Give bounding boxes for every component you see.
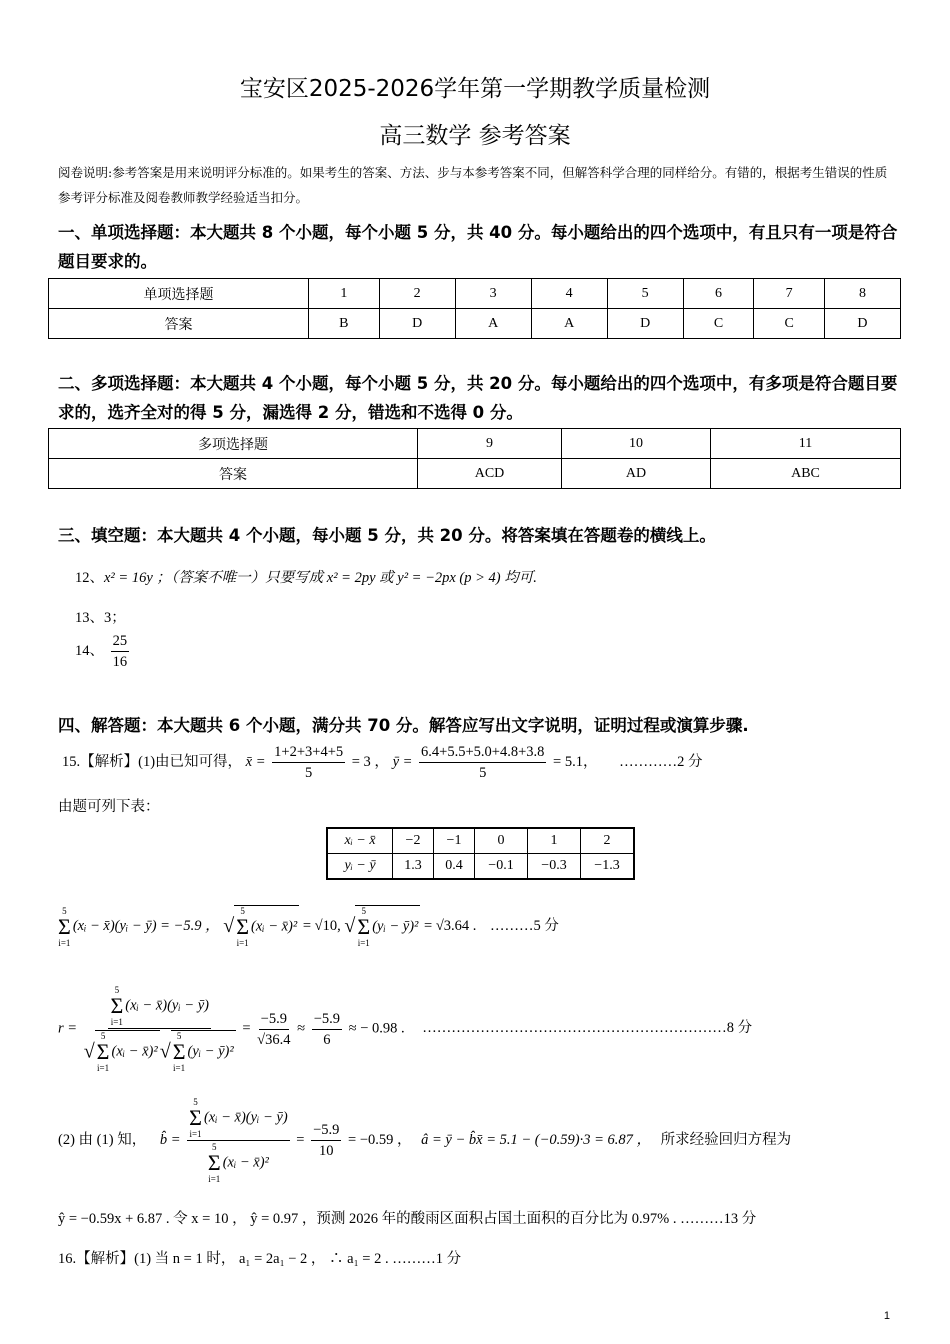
- section3-heading: 三、填空题：本大题共 4 个小题，每小题 5 分，共 20 分。将答案填在答题卷的横线上。: [58, 526, 716, 545]
- table-row: [49, 309, 901, 339]
- fraction-numerator: −5.9: [312, 1010, 342, 1030]
- summation: 5 Σ i=1: [172, 1031, 186, 1073]
- q14-label: 14、: [75, 642, 104, 659]
- table-header-cell: 答案: [49, 309, 309, 339]
- summation: 5 Σ i=1: [207, 1142, 221, 1184]
- part2-intro: (2) 由 (1) 知，: [58, 1131, 147, 1148]
- sum-lower: i=1: [97, 1063, 110, 1073]
- sq2-value: = √3.64 .: [424, 917, 477, 934]
- sum-lower: i=1: [189, 1129, 202, 1139]
- table-cell: 0.4: [434, 854, 475, 880]
- sum-lower: i=1: [357, 938, 370, 948]
- table-cell: −1: [434, 828, 475, 854]
- answer-cell: A: [455, 309, 531, 339]
- page-number: 1: [883, 1310, 890, 1322]
- r-fraction: [84, 985, 236, 1073]
- document-title: 宝安区2025-2026学年第一学期教学质量检测: [239, 76, 711, 102]
- r-mid-fraction: [257, 1010, 290, 1049]
- fraction-denominator: 5: [479, 765, 487, 781]
- fraction-numerator: 1+2+3+4+5: [272, 743, 345, 763]
- score-marker: …………2 分: [619, 753, 703, 770]
- q14-fraction: [111, 632, 130, 671]
- sum-upper: 5: [361, 906, 367, 916]
- summation: 5 Σ i=1: [357, 906, 371, 948]
- document-subtitle: 高三数学 参考答案: [379, 123, 571, 149]
- table-intro: 由题可列下表：: [58, 799, 160, 815]
- r-label: r =: [58, 1020, 78, 1037]
- bhat-mid-fraction: [311, 1121, 341, 1160]
- q16-line: 16.【解析】(1) 当 n = 1 时， a₁ = 2a₁ − 2 ， ∴ a₁ = 2 . ………1 分: [58, 1251, 462, 1267]
- section2-heading: 二、多项选择题：本大题共 4 个小题，每个小题 5 分，共 20 分。每小题给出的四个选项中，有多项是符合题目要求的，选齐全对的得 5 分，漏选得 2 分，错选和不选得 0 分。: [58, 374, 898, 422]
- table-row: [327, 828, 634, 854]
- ybar-label: ȳ =: [392, 753, 413, 770]
- sum-upper: 5: [212, 1142, 217, 1152]
- table-cell: −0.1: [475, 854, 528, 880]
- single-choice-table: [48, 278, 901, 339]
- table-cell: 1.3: [393, 854, 434, 880]
- table-cell: 1: [528, 828, 581, 854]
- ybar-fraction: [419, 743, 546, 782]
- xbar-fraction: [272, 743, 345, 782]
- sqrt-x: [95, 1030, 160, 1073]
- score-marker: ………5 分: [490, 917, 559, 934]
- fraction-denominator: 5: [305, 765, 313, 781]
- question-number: 8: [824, 279, 900, 309]
- sqrt-x: [234, 905, 299, 948]
- q12-label: 12、: [75, 570, 104, 586]
- sqrt-y: [355, 905, 420, 948]
- section1-heading: 一、单项选择题：本大题共 8 个小题，每个小题 5 分，共 40 分。每小题给出的四个选项中，有且只有一项是符合题目要求的。: [58, 223, 898, 271]
- sum-upper: 5: [176, 1031, 182, 1041]
- section4-heading: 四、解答题：本大题共 6 个小题，满分共 70 分。解答应写出文字说明，证明过程或演算步骤.: [58, 716, 749, 735]
- fraction-denominator: 16: [112, 654, 128, 670]
- fraction-numerator: 6.4+5.5+5.0+4.8+3.8: [419, 743, 546, 763]
- fraction-numerator: [187, 1097, 290, 1141]
- sum-lower: i=1: [173, 1063, 186, 1073]
- table-header-cell: 多项选择题: [49, 429, 418, 459]
- answer-cell: D: [379, 309, 455, 339]
- question-number: 5: [607, 279, 683, 309]
- q15-part1: [62, 743, 702, 782]
- question-number: 2: [379, 279, 455, 309]
- question-number: 10: [562, 429, 711, 459]
- question-number: 6: [683, 279, 754, 309]
- q12-answer: [75, 566, 537, 587]
- sum-lower: i=1: [110, 1017, 123, 1027]
- summation: 5 Σ i=1: [236, 906, 250, 948]
- table-cell: −0.3: [528, 854, 581, 880]
- answer-cell: ACD: [418, 459, 562, 489]
- r-numerator: (xᵢ − x̄)(yᵢ − ȳ): [125, 997, 209, 1014]
- sum-upper: 5: [114, 985, 120, 995]
- summation: 5 Σ i=1: [110, 985, 124, 1027]
- sum-product: (xᵢ − x̄)(yᵢ − ȳ) = −5.9 ，: [72, 917, 220, 934]
- question-number: 7: [754, 279, 825, 309]
- xbar-label: x̄ =: [245, 753, 266, 770]
- sum-lower: i=1: [208, 1174, 221, 1184]
- row-label: yᵢ − ȳ: [327, 854, 393, 880]
- answer-cell: B: [309, 309, 380, 339]
- bhat-value: = −0.59 ，: [348, 1131, 412, 1148]
- answer-cell: AD: [562, 459, 711, 489]
- answer-cell: D: [607, 309, 683, 339]
- r-den-y: (yᵢ − ȳ)²: [187, 1043, 234, 1060]
- sum-upper: 5: [62, 905, 67, 916]
- r-approx-fraction: [312, 1010, 342, 1049]
- regression-equation-line: ŷ = −0.59x + 6.87 . 令 x = 10 ， ŷ = 0.97 ，预测 2026 年的酸雨区面积占国土面积的百分比为 0.97% . ………13 分: [58, 1211, 757, 1227]
- answer-cell: C: [683, 309, 754, 339]
- bhat-line: (2) 由 (1) 知， b̂ = 5 Σ i=1 (xᵢ − x̄)(yᵢ − ȳ) 5 Σ i=1 (xᵢ − x̄)² = $\frac{-5.9}{10}$ = −0.59 ， â = ȳ − b̂x̄ = 5.1 − (−0.59)·3 = 6.87 ， 所求经验回归方程为: [58, 1097, 792, 1184]
- score-marker: ………………………………………………………8 分: [422, 1020, 753, 1037]
- table-cell: 0: [475, 828, 528, 854]
- sum-sq-y: (yᵢ − ȳ)²: [372, 918, 419, 935]
- sum-upper: 5: [193, 1097, 198, 1107]
- q13-answer: 13、3；: [75, 610, 126, 626]
- q14-answer: [75, 632, 132, 671]
- answer-cell: C: [754, 309, 825, 339]
- table-row: [49, 459, 901, 489]
- bhat-label: b̂ =: [159, 1131, 181, 1148]
- answer-cell: D: [824, 309, 900, 339]
- fraction-numerator: −5.9: [259, 1010, 289, 1030]
- grading-note: 阅卷说明:参考答案是用来说明评分标准的。如果考生的答案、方法、步与本参考答案不同，但解答科学合理的同样给分。有错的，根据考生错误的性质参考评分标准及阅卷教师教学经验适当扣分。: [58, 165, 888, 205]
- r-den-x: (xᵢ − x̄)²: [111, 1043, 158, 1060]
- summation: 5 Σ i=1: [96, 1031, 110, 1073]
- question-number: 4: [531, 279, 607, 309]
- sum-sq-x: (xᵢ − x̄)²: [251, 918, 298, 935]
- table-cell: 2: [581, 828, 635, 854]
- table-row: [49, 429, 901, 459]
- multiple-choice-table: [48, 428, 901, 489]
- sums-line: 5 Σ i=1 (xᵢ − x̄)(yᵢ − ȳ) = −5.9 ， √ 5 Σ i=1 (xᵢ − x̄)² = √10, √ 5 Σ i=1 (yᵢ − ȳ)² = √3.64 . ………5 分: [58, 905, 559, 948]
- table-row: [49, 279, 901, 309]
- fraction-numerator: −5.9: [311, 1121, 341, 1141]
- fraction-numerator: 25: [111, 632, 130, 652]
- q12-text: x² = 16y ；（答案不唯一）只要写成 x² = 2py 或 y² = −2px (p > 4) 均可.: [104, 570, 537, 586]
- r-value: ≈ − 0.98 .: [348, 1020, 405, 1037]
- fraction-numerator: [108, 985, 211, 1029]
- row-label: xᵢ − x̄: [327, 828, 393, 854]
- fraction-denominator: 10: [319, 1143, 334, 1159]
- ahat-expression: â = ȳ − b̂x̄ = 5.1 − (−0.59)·3 = 6.87 ，: [421, 1131, 652, 1148]
- table-header-cell: 单项选择题: [49, 279, 309, 309]
- q15-intro: 15.【解析】(1)由已知可得，: [62, 753, 243, 770]
- question-number: 9: [418, 429, 562, 459]
- table-row: [327, 854, 634, 880]
- question-number: 1: [309, 279, 380, 309]
- table-header-cell: 答案: [49, 459, 418, 489]
- regression-lead: 所求经验回归方程为: [660, 1131, 792, 1148]
- sqrt-y: [171, 1030, 236, 1073]
- sum-lower: i=1: [58, 937, 71, 948]
- table-cell: −2: [393, 828, 434, 854]
- r-line: r = 5 Σ i=1 (xᵢ − x̄)(yᵢ − ȳ) √ 5 Σ i=1 (xᵢ − x̄)² √ 5 Σ i=1 (yᵢ − ȳ)² = $\frac{-5.9}{√36.4}$ ≈ $\frac{-5.9}{6}$ ≈ − 0.98 . ………………………………………………………8 分: [58, 985, 753, 1073]
- bhat-denominator: (xᵢ − x̄)²: [222, 1154, 269, 1171]
- question-number: 3: [455, 279, 531, 309]
- xbar-value: = 3 ，: [351, 753, 389, 770]
- sum-lower: i=1: [236, 938, 249, 948]
- summation: 5 Σ i=1: [58, 905, 71, 948]
- table-cell: −1.3: [581, 854, 635, 880]
- sum-upper: 5: [240, 906, 245, 916]
- sum-upper: 5: [100, 1031, 106, 1041]
- fraction-denominator: √36.4: [257, 1031, 291, 1048]
- question-number: 11: [711, 429, 901, 459]
- fraction-denominator: 6: [323, 1031, 331, 1048]
- bhat-numerator: (xᵢ − x̄)(yᵢ − ȳ): [203, 1109, 288, 1126]
- answer-cell: A: [531, 309, 607, 339]
- sq1-value: = √10,: [302, 917, 341, 934]
- ybar-value: = 5.1，: [553, 753, 598, 770]
- deviation-table: [326, 827, 635, 880]
- answer-cell: ABC: [711, 459, 901, 489]
- bhat-fraction: [187, 1097, 290, 1184]
- summation: 5 Σ i=1: [189, 1097, 202, 1139]
- fraction-denominator: [208, 1141, 269, 1184]
- fraction-denominator: √ 5 Σ i=1 (xᵢ − x̄)² √ 5 Σ i=1 (yᵢ − ȳ)²: [83, 1031, 234, 1073]
